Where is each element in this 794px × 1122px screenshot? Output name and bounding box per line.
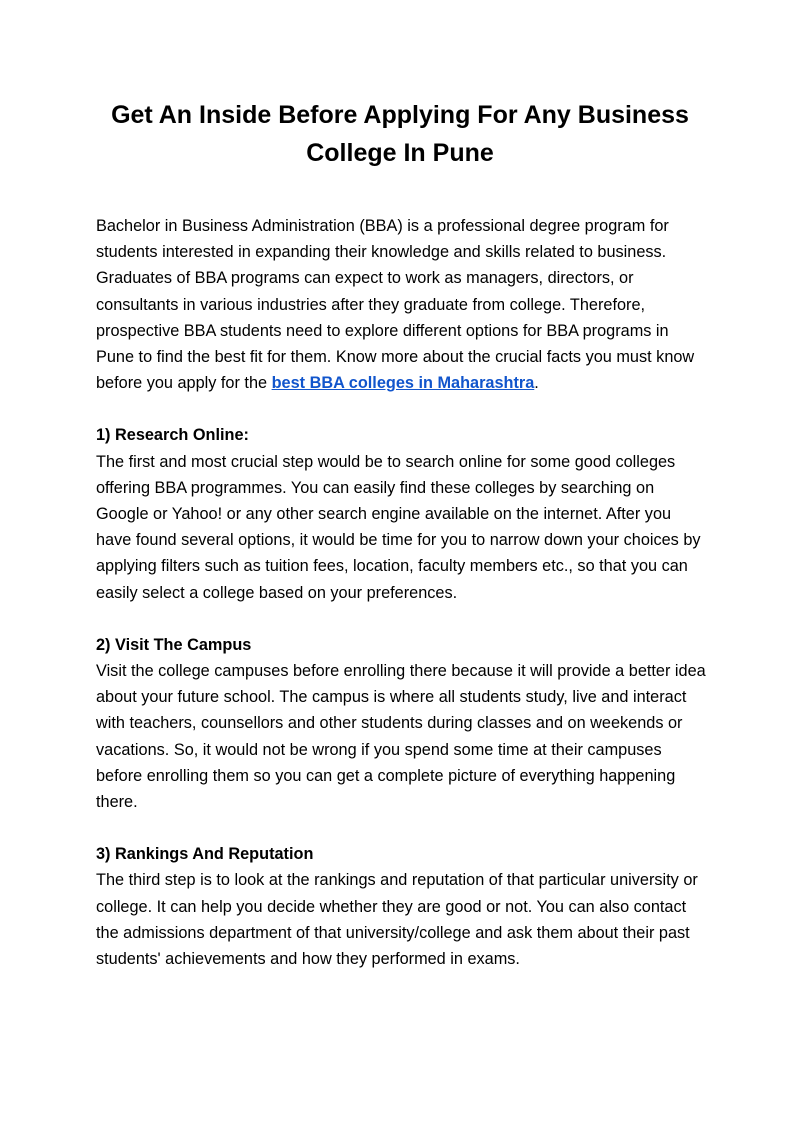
section-rankings-reputation	[96, 841, 706, 972]
section-body: The third step is to look at the rankings and reputation of that particular university or college. It can help you decide whether they are good or not. You can also contact the admissions department of that university/college and ask them about their past students' achievements and how they performed in exams.	[96, 871, 698, 969]
section-visit-campus	[96, 632, 706, 815]
document-page	[96, 96, 706, 972]
intro-paragraph	[96, 213, 706, 396]
section-heading: 1) Research Online:	[96, 426, 249, 445]
section-heading: 3) Rankings And Reputation	[96, 845, 314, 864]
intro-text: Bachelor in Business Administration (BBA) is a professional degree program for students interested in expanding their knowledge and skills related to business. Graduates of BBA programs can expect to work as managers, directors, or consultants in various industries after they graduate from college. Therefore, prospective BBA students need to explore different options for BBA programs in Pune to find the best fit for them. Know more about the crucial facts you must know before you apply for the	[96, 217, 695, 393]
bba-colleges-link[interactable]: best BBA colleges in Maharashtra	[271, 374, 535, 393]
section-body: The first and most crucial step would be to search online for some good colleges offering BBA programmes. You can easily find these colleges by searching on Google or Yahoo! or any other search engine available on the internet. After you have found several options, it would be time for you to narrow down your choices by applying filters such as tuition fees, location, faculty members etc., so that you can easily select a college based on your preferences.	[96, 452, 701, 602]
section-heading: 2) Visit The Campus	[96, 635, 252, 654]
section-research-online	[96, 422, 706, 605]
page-title: Get An Inside Before Applying For Any Business College In Pune	[111, 101, 689, 167]
section-body: Visit the college campuses before enrolling there because it will provide a better idea about your future school. The campus is where all students study, live and interact with teachers, counsellors and other students during classes and on weekends or vacations. So, it would not be wrong if you spend some time at their campuses before enrolling them so you can get a complete picture of everything happening there.	[96, 662, 706, 812]
intro-text-end: .	[534, 374, 539, 393]
